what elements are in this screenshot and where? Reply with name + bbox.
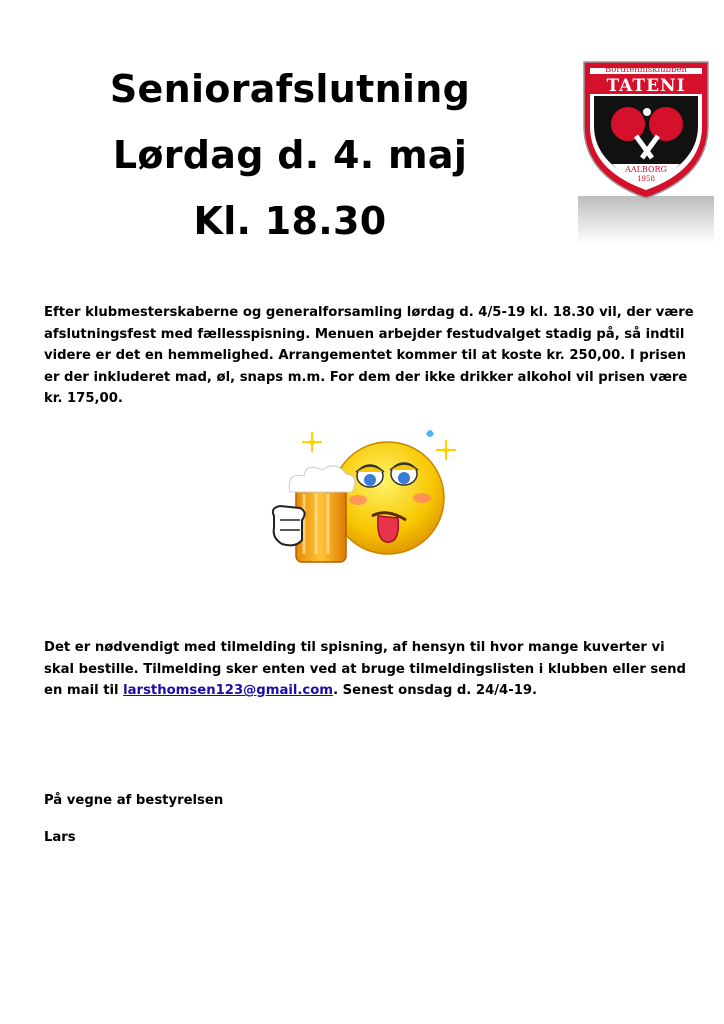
signup-text: Det er nødvendigt med tilmelding til spisning, af hensyn til hvor mange kuverter vi skal bestille. Tilmelding sker enten ved at bruge tilmeldingslisten i klubben eller send en mail til [44,640,686,698]
logo-city: AALBORG [625,165,667,174]
logo-reflection [578,196,714,244]
hand-icon [273,506,305,545]
signature-name: Lars [44,830,76,845]
drunk-smiley-with-beer-icon [266,420,462,580]
logo-top-text: Bordtennisklubben [604,65,688,75]
title-line-1: Seniorafslutning [109,67,471,111]
left-cheek [349,495,367,505]
signup-deadline: . Senest onsdag d. 24/4-19. [333,683,538,698]
title-line-3: Kl. 18.30 [193,199,387,243]
signature-board: På vegne af bestyrelsen [44,793,224,808]
logo-ball-icon [643,108,651,116]
right-cheek [413,493,431,503]
club-logo [576,56,716,246]
logo-paddle-right-icon [649,107,683,141]
logo-paddle-left-icon [611,107,645,141]
page-title [40,56,540,254]
title-line-2: Lørdag d. 4. maj [112,133,468,177]
intro-paragraph: Efter klubmesterskaberne og generalforsamling lørdag d. 4/5-19 kl. 18.30 vil, der være afslutningsfest med fællesspisning. Menuen arbejder festudvalget stadig på, så indtil videre er det en hemmelighed. Arrangementet kommer til at koste kr. 250,00. I prisen er der inkluderet mad, øl, snaps m.m. For dem der ikke drikker alkohol vil prisen være kr. 175,00. [44,305,694,406]
logo-year: 1958 [637,175,655,183]
tongue [378,516,399,542]
email-link[interactable]: larsthomsen123@gmail.com [123,683,334,698]
signup-paragraph [44,637,694,702]
logo-name: TATENI [606,76,686,96]
